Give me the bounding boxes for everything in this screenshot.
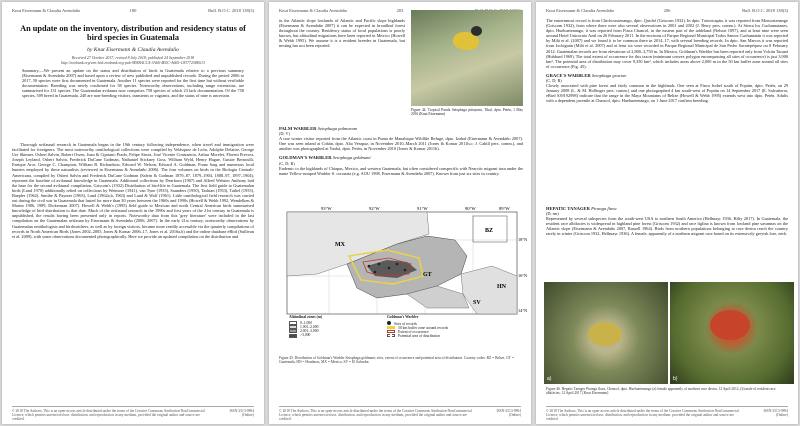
zone-swatch	[289, 334, 297, 338]
page-header	[12, 8, 254, 16]
legend-item-eoo: Extent of occurrence	[387, 330, 517, 334]
species-sci-name: Setophaga palmarum	[317, 126, 358, 131]
species-text: A rare winter visitor reported from the Atlantic coast in Punta de Manabique Wildlife Refuge, dpto. Izabal (Eisermann & Avendaño 2007). One was seen inland at Cobán, dpto. Alta Verapaz, in November 2010–March 2011 (Jones & Komar 2011b,c; J. Cahill pers. comm.), and another was photographed at Yaxhá, dpto. Petén, in November 2010 (Jones & Komar 2011b).	[279, 136, 523, 152]
species-name: GRACE'S WARBLER	[546, 72, 591, 78]
header-authors: Knut Eisermann & Claudia Avendaño	[279, 8, 348, 13]
zone-label: 0–1,000	[300, 321, 312, 325]
species-text: Represented by several subspecies from the south-west USA to northern South America (Hellmayr 1936, Hilty 2017). In Guatemala, the resident race albifacies is widespread in highland pine forest (Griscom 1932) and race figlina is known from lowland pine savannas on the Atlantic slope (Eisermann & Avendaño 2007, Russell 1964). Birds from northern populations belonging to race dextra reach the country rarely in winter (Griscom 1932, Hellmayr 1936). A female, apparently of a northern migrant race based on its extensively greyish lore, neck	[546, 216, 788, 237]
received-dates	[12, 56, 254, 65]
lon-label: 93°W	[321, 206, 332, 211]
lon-label: 92°W	[369, 206, 380, 211]
issn: ISSN-2513-9894 (Online)	[763, 408, 788, 417]
species-sci-name: Setophaga goldmani	[332, 155, 371, 161]
altitude-zone-list	[289, 321, 369, 338]
zone-label: >3,000	[300, 333, 311, 338]
lat-label: 14°N	[518, 308, 528, 313]
country-code-mx: MX	[335, 242, 345, 248]
legend-title-altitude: Altitudinal zones (m)	[289, 315, 323, 319]
male-bird-shape	[710, 310, 750, 340]
legend-title-goldmans: Goldman's Warbler	[387, 315, 419, 319]
article-authors: by Knut Eisermann & Claudia Avendaño	[87, 47, 179, 53]
paragraph: Thorough avifaunal research in Guatemala began in the 19th century following independence, when travel and immigration were facilitated for foreigners. The most noteworthy ornithological collections were compiled by Velásquez de León, Adolphe Delattre, George Ure Skinner, Osbert Salvin, Robert Owen, Juan & Cipriano Prado, Felipe Sierra, José Vicente Constancia, Arthur Morelet, Florent Prevost, Joseph Leyland, Osbert Salvin, Frederick DuCane Godman, Nathaniel Stickney Goss, William Wyld, Henry Hague, Gustav Bernoulli, Enrique Arce, George C. Champion, William B. Richardson, Edward W. Nelson, Edward A. Goldman, Franz Sarg and numerous local hunters employed by these naturalists (reviewed in Eisermann & Avendaño 2006). The four volumes on birds in the Biologia Centrali-Americana, compiled by Osbert Salvin and Frederick DuCane Godman (Salvin & Godman 1879–87, 1879–1904, 1888–97, 1897–1904), represent the baseline of avifaunal knowledge in Guatemala. Additional collections by Dearborn (1907) and Alfred Webster Anthony laid the base for the second avifaunal compilation, Griscom's (1932) Distribution of bird-life in Guatemala. The first field guide to Guatemalan birds (Land 1970) additionally relied on collections by Wetmore (1941), van Tyne (1935), Saunders (1950), Tashian (1953), Taibel (1955), Baepler (1962), Smithe & Paynter (1963), Land (1962a,b, 1963) and Land & Wolf (1961). Little ornithological field research was carried out during the civil war in Guatemala that lasted for more than 30 years between the 1960s and 1990s (Howell & Webb 1992, Wendelken & Martin 1986, 1989, Dickerman 2007). Howell & Webb's (1995) field guide to Mexican and north Central American birds summarised knowledge of bird distribution to that date. Much of the avifaunal research in the 1990s and first years of the 21st century in Guatemala is unpublished, the results having been presented only in reports. Noteworthy data from this 'grey literature' were included in the last compilation on the Guatemalan avifauna by Eisermann & Avendaño (2006, 2007). In the early 21st century, noteworthy observations by Guatemalan ornithologists and birdwatchers, as well as by foreign visitors, became more readily accessible via the quarterly compilations of records in North American Birds (Jones 2002–2005, Jones & Komar 2006–17, Jones et al. 2016a,b) and the online database eBird (Sullivan et al. 2009), with some observations documented photographically. Here we provide an updated compilation on the distribution and	[12, 142, 254, 239]
female-bird-shape	[588, 322, 622, 346]
species-status: (C, D; R)	[279, 160, 295, 166]
page-180	[2, 2, 264, 424]
header-authors: Knut Eisermann & Claudia Avendaño	[546, 8, 615, 13]
species-name: HEPATIC TANAGER	[546, 206, 590, 211]
zone-label: 2,001–3,000	[300, 329, 319, 334]
license-text: © 2018 The Authors; This is an open-access article distributed under the terms of the Creative Commons Attribution-NonCommercial Licence, which permits unrestricted use, distribution, and reproduction in any medium, provided the original author and source are credited.	[12, 408, 205, 421]
journal-ref: Bull. B.O.C. 2018 138(3)	[208, 8, 254, 13]
tropical-parula-photo	[411, 10, 523, 106]
bird-head-shape	[471, 26, 482, 36]
page-footer	[12, 406, 254, 420]
page-206	[536, 2, 798, 424]
hepatic-tanager-female-photo	[544, 282, 668, 384]
hepatic-tanager-account	[546, 202, 788, 280]
species-sci-name: Piranga flava	[591, 206, 617, 211]
lon-label: 91°W	[417, 206, 428, 211]
species-name: GOLDMAN'S WARBLER	[279, 155, 332, 161]
species-name: PALM WARBLER	[279, 126, 317, 131]
lat-label: 18°N	[518, 237, 528, 242]
goldmans-legend-list	[387, 321, 517, 338]
country-code-bz: BZ	[485, 228, 494, 234]
page-203	[269, 2, 531, 424]
legend-item-sites: Sites of records	[387, 321, 517, 326]
country-code-sv: SV	[473, 300, 481, 306]
country-code-hn: HN	[497, 284, 506, 290]
photo-tag-a: a)	[547, 376, 552, 382]
legend-item-potential: Potential area of distribution	[387, 334, 517, 338]
page-footer	[279, 406, 521, 420]
lat-label: 16°N	[518, 273, 528, 278]
species-status: (D; rm)	[546, 211, 559, 217]
altitude-zone-item	[289, 333, 369, 337]
received-line: Received 27 October 2017; revised 8 July 2018; published 24 September 2018	[71, 56, 195, 60]
page-header	[546, 8, 788, 16]
legend-item-buffer: 50 km buffer zone around records	[387, 326, 517, 330]
page-number: 203	[396, 8, 404, 13]
intro-text	[546, 18, 788, 168]
page-number: 206	[663, 8, 671, 13]
lon-label: 90°W	[465, 206, 476, 211]
zoobank-link[interactable]: http://zoobank.org/urn:lsid:zoobank.org:pub:9E8BACC4-3A66-4E0C-A665-C8377258E613	[60, 60, 206, 65]
page-footer	[546, 406, 788, 420]
header-authors: Knut Eisermann & Claudia Avendaño	[12, 8, 81, 13]
species-status: (D; V)	[279, 131, 290, 137]
figure-45-caption: Figure 45. Distribution of Goldman's Warbler Setophaga goldmani; sites, extent of occurrence and potential area of distribution. Country codes: BZ = Belize, GT = Guatemala, HN = Honduras, MX = Mexico, SV = El Salvador.	[279, 356, 514, 365]
species-sci-name: Setophaga graciae	[591, 72, 627, 78]
issn: ISSN-2513-9894 (Online)	[229, 408, 254, 417]
figure-46-caption: Figure 46. Hepatic Tanager Piranga flava, Chancol, dpto. Huehuetenango (a) female apparently of northern race dextra, 12 April 2012, (b) male of resident race albifacies, 12 April 2017 (Knut Eisermann)	[546, 387, 776, 396]
license-text: © 2018 The Authors; This is an open-access article distributed under the terms of the Creative Commons Attribution-NonCommercial Licence, which permits unrestricted use, distribution, and reproduction in any medium, provided the original author and source are credited.	[546, 408, 739, 421]
species-accounts	[279, 122, 523, 202]
lon-label: 89°W	[499, 206, 510, 211]
intro-text: in the Atlantic slope lowlands of Atlantic and Pacific slope highlands (Eisermann & Avendaño 2007) it can be expected in broadleaf forest throughout the country. Residency status of local populations is poorly known, but altitudinal migrations have been reported in Mexico (Howell & Webb 1995). We assume it is a resident breeder in Guatemala, but nesting has not been reported.	[279, 18, 405, 49]
abstract: Summary.—We present an update on the status and distribution of birds in Guatemala relative to a previous summary (Eisermann & Avendaño 2007) and based upon a review of new published and unpublished records. During the period 2006 to 2017, 50 species were first documented in Guatemala. Another 11 species were reported for the first time but without verifiable documentation. Breeding was newly confirmed for 58 species. Noteworthy observations, including range extensions, are summarised for 131 species. The Guatemalan avifauna now comprises 758 species of which 23 lack documentation. Of the 758 species, 509 breed in Guatemala, 240 are non-breeding visitors, transients or vagrants, and the status of nine is uncertain.	[22, 68, 244, 99]
species-text: Endemic to the highlands of Chiapas, Mexico, and western Guatemala, but often considered conspecific with Nearctic migrant taxa under the name Yellow-rumped Warbler S. coronata (e.g. AOU 1998, Eisermann & Avendaño 2007). Known from just six sites in country.	[279, 165, 523, 176]
journal-ref: Bull. B.O.C. 2018 138(3)	[742, 8, 788, 13]
issn: ISSN-2513-9894 (Online)	[496, 408, 521, 417]
species-text: Closely associated with pine forest and fairly common in the highlands. One seen at Finca Isobel south of Poptún, dpto. Petén, on 29 January 2008 (L. & M. Hollinger pers. comm.) and one photographed 4 km south-west of Poptún on 14 September 2017 (E. Salvatierra, eBird S39192998) indicate that the range in the Maya Mountains of Belize (Howell & Webb 1995) extends west into dpto. Petén. Adults with a dependent juvenile at Chancol, dpto. Huehuetenango, on 1 June 2017 confirm breeding.	[546, 83, 788, 104]
goldmans-paragraph: The easternmost record is from Chichicastenango, dpto. Quiché (Griscom 1932). In dpto. Totonicapán, it was reported from Momostenango (Griscom 1932), from where there were also several observations in 2001 and 2002 (J. Berry pers. comm.). At Sierra los Cuchumatanes, dpto. Huehuetenango, it was reported from Finca Chancol, in the eastern part of the tableland (Nelson 1897), and at least nine were seen around Hotel Unicornio Azul on 26 February 2011. In the environs of Parque Regional Municipal Todos Santos Cuchumatán it was reported by Milá et al. (2007) and we found it to be common there in 2014–17, with several breeding records. In dpto. San Marcos it was reported from Ixchiguán (Milá et al. 2007) and at least six were recorded in Parque Regional Municipal de San Pedro Sacatepéquez on 8 February 2012. Guatemalan records are from elevations of 2,800–3,750 m. In Mexico, Goldman's Warbler has been reported only from Volcán Tacaná (Hubbard 1969). The total extent of occurrence for this taxon (minimum convex polygon encompassing all sites of occurrence) is just 3,900 km². The potential area of distribution may cover 9,350 km², which includes areas above 2,000 m in the 50 km buffer zone around all sites of occurrence (Fig. 45).	[546, 18, 788, 69]
photo-tag-b: b)	[673, 376, 678, 382]
article-title: An update on the inventory, distribution and residency status of bird species in Guatemala	[20, 24, 246, 43]
hepatic-tanager-male-photo	[670, 282, 794, 384]
license-text: © 2018 The Authors; This is an open-access article distributed under the terms of the Creative Commons Attribution-NonCommercial Licence, which permits unrestricted use, distribution, and reproduction in any medium, provided the original author and source are credited.	[279, 408, 472, 421]
species-status: (C, D; R)	[546, 78, 562, 84]
country-code-gt: GT	[423, 272, 432, 278]
body-text	[12, 142, 254, 404]
page-number: 180	[129, 8, 137, 13]
figure-44-caption: Figure 44. Tropical Parula Setophaga pitiayumi, Tikal, dpto. Petén, 1 May 2016 (Knut Eisermann)	[411, 108, 523, 117]
zone-label: 1,001–2,000	[300, 325, 319, 330]
